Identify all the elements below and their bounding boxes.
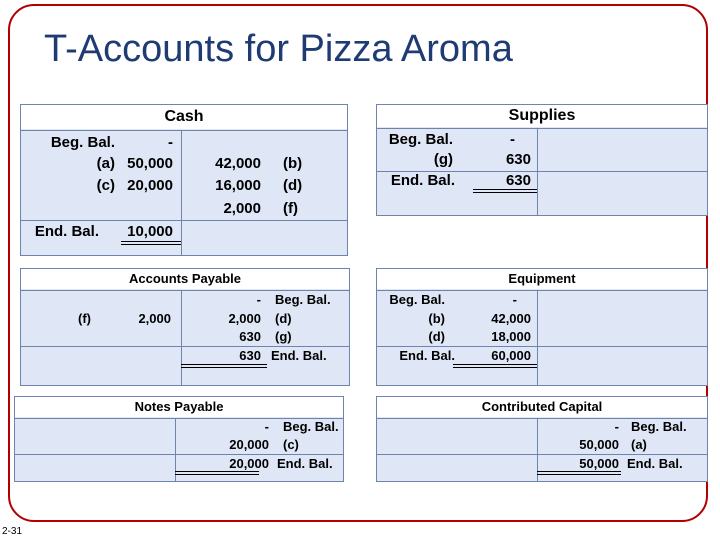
credit-value: - [614, 419, 619, 434]
t-account-divider [537, 128, 538, 215]
slide-number: 2-31 [2, 526, 23, 537]
debit-label: Beg. Bal. [389, 292, 445, 307]
t-account-cash [20, 104, 348, 256]
end-balance-label: End. Bal. [277, 456, 333, 471]
debit-value: 18,000 [491, 329, 531, 344]
credit-label: Beg. Bal. [275, 292, 331, 307]
debit-value: 630 [505, 151, 531, 168]
debit-value: 2,000 [138, 311, 171, 326]
t-account-divider [181, 290, 182, 385]
debit-label: Beg. Bal. [388, 131, 453, 148]
credit-label: (b) [283, 155, 303, 172]
credit-value: 2,000 [228, 311, 261, 326]
t-account-title: Supplies [377, 105, 707, 127]
credit-value: - [256, 292, 261, 307]
t-account-equipment [376, 268, 708, 386]
t-account-contributed-capital [376, 396, 708, 482]
double-underline [121, 241, 181, 245]
end-balance-value: 630 [239, 348, 261, 363]
debit-label: (g) [433, 151, 453, 168]
end-balance-label: End. Bal. [271, 348, 327, 363]
t-account-supplies [376, 104, 708, 216]
t-account-accounts-payable [20, 268, 350, 386]
t-account-top-rule [21, 130, 347, 131]
t-account-title: Contributed Capital [377, 397, 707, 417]
debit-value: 20,000 [127, 177, 173, 194]
end-balance-label: End. Bal. [34, 223, 99, 240]
credit-label: Beg. Bal. [283, 419, 339, 434]
debit-label: Beg. Bal. [50, 134, 115, 151]
credit-value: 50,000 [579, 437, 619, 452]
credit-label: (f) [283, 200, 298, 217]
end-balance-value: 50,000 [579, 456, 619, 471]
credit-label: (c) [283, 437, 299, 452]
debit-value: 50,000 [127, 155, 173, 172]
end-balance-value: 20,000 [229, 456, 269, 471]
debit-label: (a) [96, 155, 115, 172]
double-underline [537, 471, 621, 475]
debit-label: (c) [96, 177, 115, 194]
end-balance-label: End. Bal. [390, 172, 455, 189]
double-underline [473, 189, 537, 193]
debit-value: - [512, 292, 517, 307]
end-balance-label: End. Bal. [627, 456, 683, 471]
end-balance-value: 10,000 [127, 223, 173, 240]
credit-value: 630 [239, 329, 261, 344]
t-account-title: Accounts Payable [21, 269, 349, 289]
debit-value: 42,000 [491, 311, 531, 326]
t-account-end-rule [21, 220, 347, 221]
credit-value: 2,000 [223, 200, 261, 217]
end-balance-value: 60,000 [491, 348, 531, 363]
t-account-title: Notes Payable [15, 397, 343, 417]
credit-label: (g) [275, 329, 292, 344]
credit-label: (d) [283, 177, 303, 194]
credit-label: (d) [275, 311, 292, 326]
credit-value: 42,000 [215, 155, 261, 172]
t-account-divider [181, 130, 182, 255]
t-account-top-rule [377, 128, 707, 129]
slide-title: T-Accounts for Pizza Aroma [44, 28, 513, 70]
debit-label: (f) [78, 311, 91, 326]
end-balance-label: End. Bal. [399, 348, 455, 363]
credit-value: - [264, 419, 269, 434]
debit-value: - [168, 134, 173, 151]
t-account-divider [537, 290, 538, 385]
double-underline [175, 471, 259, 475]
t-account-title: Equipment [377, 269, 707, 289]
credit-value: 16,000 [215, 177, 261, 194]
credit-label: Beg. Bal. [631, 419, 687, 434]
credit-label: (a) [631, 437, 647, 452]
credit-value: 20,000 [229, 437, 269, 452]
debit-label: (d) [428, 329, 445, 344]
debit-label: (b) [428, 311, 445, 326]
end-balance-value: 630 [505, 172, 531, 189]
t-account-title: Cash [21, 105, 347, 129]
debit-value: - [510, 131, 515, 148]
t-account-notes-payable [14, 396, 344, 482]
